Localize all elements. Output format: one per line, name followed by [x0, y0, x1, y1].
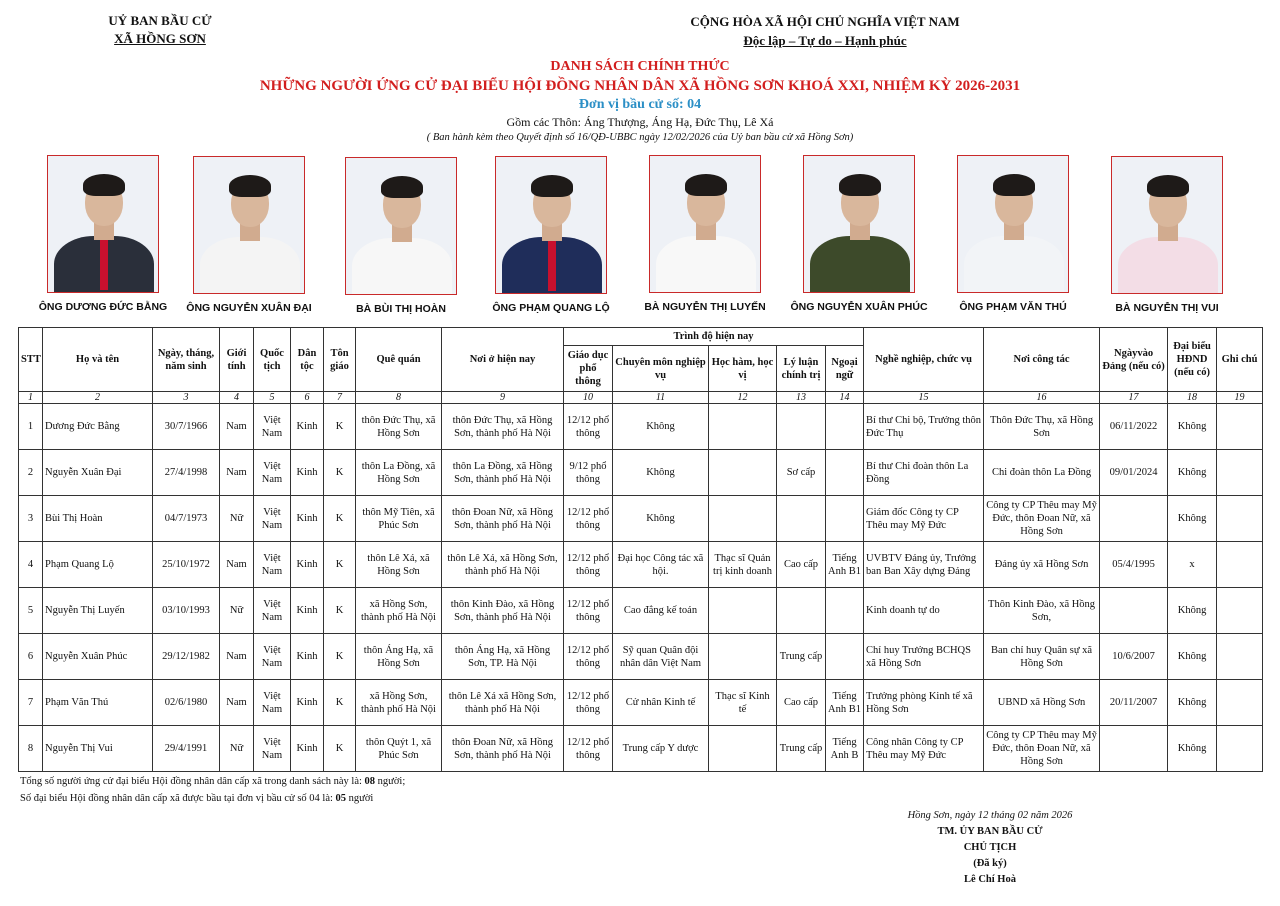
country-name: CỘNG HÒA XÃ HỘI CHỦ NGHĨA VIỆT NAM — [690, 14, 960, 29]
cell-residence: thôn Áng Hạ, xã Hồng Sơn, TP. Hà Nội — [442, 634, 564, 680]
national-motto — [560, 12, 1090, 50]
cell-language — [826, 588, 864, 634]
col-party-date: Ngàyvào Đảng (nếu có) — [1100, 328, 1168, 392]
cell-stt: 1 — [19, 404, 43, 450]
cell-degree: Thạc sĩ Quản trị kinh doanh — [709, 542, 777, 588]
cell-residence: thôn Kinh Đào, xã Hồng Sơn, thành phố Hà Nội — [442, 588, 564, 634]
cell-stt: 8 — [19, 726, 43, 772]
col-education-group: Trình độ hiện nay — [564, 328, 864, 346]
cell-nationality: Việt Nam — [254, 588, 291, 634]
cell-hdnd: Không — [1168, 496, 1217, 542]
cell-name: Nguyễn Thị Vui — [43, 726, 153, 772]
cell-stt: 3 — [19, 496, 43, 542]
table-row — [19, 680, 1263, 726]
issuer-line1: UỶ BAN BẦU CỬ — [108, 13, 212, 28]
seats-count — [20, 793, 373, 804]
cell-hdnd: Không — [1168, 634, 1217, 680]
issuer-line2: XÃ HỒNG SƠN — [114, 31, 206, 46]
cell-religion: K — [324, 634, 356, 680]
column-number: 11 — [613, 392, 709, 404]
cell-specialty: Sỹ quan Quân đội nhân dân Việt Nam — [613, 634, 709, 680]
cell-hdnd: Không — [1168, 726, 1217, 772]
cell-occupation: UVBTV Đảng ủy, Trưởng ban Ban Xây dựng Đảng — [864, 542, 984, 588]
cell-ethnicity: Kinh — [291, 542, 324, 588]
column-number: 17 — [1100, 392, 1168, 404]
cell-party-date — [1100, 588, 1168, 634]
cell-party-date: 09/01/2024 — [1100, 450, 1168, 496]
document-title — [0, 58, 1280, 145]
col-hdnd: Đại biểu HĐND (nếu có) — [1168, 328, 1217, 392]
cell-hdnd: Không — [1168, 450, 1217, 496]
col-stt: STT — [19, 328, 43, 392]
cell-workplace: Ban chỉ huy Quân sự xã Hồng Sơn — [984, 634, 1100, 680]
candidate-caption: ÔNG PHẠM QUANG LỘ — [492, 302, 610, 314]
cell-degree — [709, 496, 777, 542]
cell-note — [1217, 404, 1263, 450]
column-number: 14 — [826, 392, 864, 404]
cell-religion: K — [324, 680, 356, 726]
total-value: 08 — [364, 776, 376, 787]
candidate-card — [938, 155, 1088, 313]
cell-hometown: xã Hồng Sơn, thành phố Hà Nội — [356, 680, 442, 726]
cell-nationality: Việt Nam — [254, 542, 291, 588]
cell-dob: 30/7/1966 — [153, 404, 220, 450]
sign-org: TM. ỦY BAN BẦU CỬ — [937, 826, 1043, 837]
cell-religion: K — [324, 588, 356, 634]
cell-party-date: 20/11/2007 — [1100, 680, 1168, 726]
cell-gender: Nữ — [220, 588, 254, 634]
candidate-caption: BÀ BÙI THỊ HOÀN — [356, 303, 446, 315]
cell-political — [777, 588, 826, 634]
cell-stt: 7 — [19, 680, 43, 726]
candidate-card — [1092, 156, 1242, 314]
cell-gender: Nam — [220, 680, 254, 726]
cell-nationality: Việt Nam — [254, 726, 291, 772]
cell-dob: 25/10/1972 — [153, 542, 220, 588]
col-ethnicity: Dân tộc — [291, 328, 324, 392]
cell-stt: 5 — [19, 588, 43, 634]
col-note: Ghi chú — [1217, 328, 1263, 392]
sign-signed: (Đã ký) — [973, 858, 1007, 869]
candidate-photo — [345, 157, 457, 295]
cell-stt: 6 — [19, 634, 43, 680]
cell-note — [1217, 726, 1263, 772]
candidate-photo — [495, 156, 607, 294]
total-candidates — [20, 776, 405, 787]
cell-political: Sơ cấp — [777, 450, 826, 496]
cell-dob: 27/4/1998 — [153, 450, 220, 496]
table-row — [19, 496, 1263, 542]
cell-political: Cao cấp — [777, 680, 826, 726]
cell-hometown: xã Hồng Sơn, thành phố Hà Nội — [356, 588, 442, 634]
candidate-photo — [1111, 156, 1223, 294]
cell-language — [826, 404, 864, 450]
candidate-photo — [193, 156, 305, 294]
candidate-photo — [803, 155, 915, 293]
column-number: 9 — [442, 392, 564, 404]
cell-language — [826, 496, 864, 542]
cell-name: Nguyễn Xuân Phúc — [43, 634, 153, 680]
column-number: 4 — [220, 392, 254, 404]
candidate-card — [630, 155, 780, 313]
table-row — [19, 542, 1263, 588]
column-number: 1 — [19, 392, 43, 404]
col-general-edu: Giáo dục phổ thông — [564, 346, 613, 392]
cell-language: Tiếng Anh B1 — [826, 542, 864, 588]
total-suffix: người; — [377, 776, 406, 787]
cell-general-edu: 12/12 phổ thông — [564, 542, 613, 588]
cell-hdnd: Không — [1168, 588, 1217, 634]
col-residence: Nơi ở hiện nay — [442, 328, 564, 392]
seats-prefix: Số đại biểu Hội đồng nhân dân cấp xã được bầu tại đơn vị bầu cử số 04 là: — [20, 793, 333, 804]
cell-party-date: 10/6/2007 — [1100, 634, 1168, 680]
col-political: Lý luận chính trị — [777, 346, 826, 392]
col-name: Họ và tên — [43, 328, 153, 392]
cell-religion: K — [324, 496, 356, 542]
column-number: 8 — [356, 392, 442, 404]
cell-general-edu: 12/12 phổ thông — [564, 404, 613, 450]
column-number-row — [19, 392, 1263, 404]
cell-religion: K — [324, 726, 356, 772]
cell-political — [777, 496, 826, 542]
candidate-card — [784, 155, 934, 313]
cell-occupation: Công nhân Công ty CP Thêu may Mỹ Đức — [864, 726, 984, 772]
cell-ethnicity: Kinh — [291, 450, 324, 496]
cell-workplace: Đảng ủy xã Hồng Sơn — [984, 542, 1100, 588]
cell-religion: K — [324, 542, 356, 588]
cell-degree — [709, 726, 777, 772]
table-row — [19, 588, 1263, 634]
cell-religion: K — [324, 404, 356, 450]
sign-name: Lê Chí Hoà — [964, 874, 1016, 885]
cell-ethnicity: Kinh — [291, 726, 324, 772]
candidate-caption: BÀ NGUYỄN THỊ VUI — [1115, 302, 1219, 314]
cell-nationality: Việt Nam — [254, 496, 291, 542]
cell-dob: 29/12/1982 — [153, 634, 220, 680]
motto: Độc lập – Tự do – Hạnh phúc — [743, 33, 907, 48]
cell-general-edu: 12/12 phổ thông — [564, 496, 613, 542]
candidate-card — [476, 156, 626, 314]
cell-gender: Nam — [220, 634, 254, 680]
cell-specialty: Không — [613, 496, 709, 542]
cell-workplace: Thôn Kinh Đào, xã Hồng Sơn, — [984, 588, 1100, 634]
cell-language: Tiếng Anh B — [826, 726, 864, 772]
decision-note: ( Ban hành kèm theo Quyết định số 16/QĐ-UBBC ngày 12/02/2026 của Uỷ ban bầu cử xã Hồng Sơn) — [426, 132, 854, 143]
cell-stt: 2 — [19, 450, 43, 496]
column-number: 3 — [153, 392, 220, 404]
cell-specialty: Cử nhân Kinh tế — [613, 680, 709, 726]
col-dob: Ngày, tháng, năm sinh — [153, 328, 220, 392]
cell-workplace: Thôn Đức Thụ, xã Hồng Sơn — [984, 404, 1100, 450]
col-language: Ngoại ngữ — [826, 346, 864, 392]
cell-degree — [709, 588, 777, 634]
cell-party-date: 06/11/2022 — [1100, 404, 1168, 450]
col-religion: Tôn giáo — [324, 328, 356, 392]
candidate-caption: ÔNG DƯƠNG ĐỨC BẰNG — [38, 301, 168, 313]
cell-residence: thôn Đoan Nữ, xã Hồng Sơn, thành phố Hà Nội — [442, 496, 564, 542]
candidate-caption: ÔNG NGUYỄN XUÂN ĐẠI — [186, 302, 312, 314]
sign-date: Hồng Sơn, ngày 12 tháng 02 năm 2026 — [907, 810, 1073, 821]
table-row — [19, 404, 1263, 450]
cell-specialty: Trung cấp Y dược — [613, 726, 709, 772]
column-number: 19 — [1217, 392, 1263, 404]
col-workplace: Nơi công tác — [984, 328, 1100, 392]
cell-degree — [709, 634, 777, 680]
cell-language: Tiếng Anh B1 — [826, 680, 864, 726]
cell-specialty: Không — [613, 450, 709, 496]
cell-language — [826, 634, 864, 680]
cell-ethnicity: Kinh — [291, 496, 324, 542]
column-number: 2 — [43, 392, 153, 404]
seats-value: 05 — [335, 793, 347, 804]
cell-degree — [709, 450, 777, 496]
cell-party-date — [1100, 726, 1168, 772]
cell-gender: Nữ — [220, 726, 254, 772]
cell-general-edu: 9/12 phổ thông — [564, 450, 613, 496]
cell-occupation: Trưởng phòng Kinh tế xã Hồng Sơn — [864, 680, 984, 726]
cell-note — [1217, 542, 1263, 588]
cell-political: Trung cấp — [777, 726, 826, 772]
cell-name: Bùi Thị Hoàn — [43, 496, 153, 542]
cell-dob: 03/10/1993 — [153, 588, 220, 634]
cell-gender: Nam — [220, 450, 254, 496]
cell-hometown: thôn Mỹ Tiên, xã Phúc Sơn — [356, 496, 442, 542]
column-number: 13 — [777, 392, 826, 404]
cell-language — [826, 450, 864, 496]
cell-note — [1217, 450, 1263, 496]
cell-hometown: thôn Quýt 1, xã Phúc Sơn — [356, 726, 442, 772]
table-row — [19, 450, 1263, 496]
issuer-header — [60, 12, 260, 48]
candidate-card — [174, 156, 324, 314]
column-number: 16 — [984, 392, 1100, 404]
cell-occupation: Bí thư Chi đoàn thôn La Đồng — [864, 450, 984, 496]
cell-dob: 29/4/1991 — [153, 726, 220, 772]
column-number: 12 — [709, 392, 777, 404]
candidate-photo — [957, 155, 1069, 293]
cell-party-date: 05/4/1995 — [1100, 542, 1168, 588]
seats-suffix: người — [348, 793, 374, 804]
cell-ethnicity: Kinh — [291, 404, 324, 450]
cell-note — [1217, 634, 1263, 680]
candidate-caption: BÀ NGUYỄN THỊ LUYẾN — [644, 301, 766, 313]
cell-workplace: Chi đoàn thôn La Đồng — [984, 450, 1100, 496]
cell-nationality: Việt Nam — [254, 680, 291, 726]
cell-hometown: thôn La Đồng, xã Hồng Sơn — [356, 450, 442, 496]
cell-ethnicity: Kinh — [291, 588, 324, 634]
cell-political — [777, 404, 826, 450]
cell-hdnd: x — [1168, 542, 1217, 588]
cell-hometown: thôn Áng Hạ, xã Hồng Sơn — [356, 634, 442, 680]
cell-occupation: Giám đốc Công ty CP Thêu may Mỹ Đức — [864, 496, 984, 542]
col-nationality: Quốc tịch — [254, 328, 291, 392]
cell-occupation: Chỉ huy Trưởng BCHQS xã Hồng Sơn — [864, 634, 984, 680]
cell-dob: 04/7/1973 — [153, 496, 220, 542]
cell-stt: 4 — [19, 542, 43, 588]
cell-note — [1217, 496, 1263, 542]
cell-residence: thôn Đoan Nữ, xã Hồng Sơn, thành phố Hà Nội — [442, 726, 564, 772]
cell-gender: Nam — [220, 542, 254, 588]
candidate-caption: ÔNG PHẠM VĂN THÚ — [959, 301, 1067, 313]
column-number: 7 — [324, 392, 356, 404]
column-number: 15 — [864, 392, 984, 404]
cell-general-edu: 12/12 phổ thông — [564, 680, 613, 726]
cell-name: Nguyễn Xuân Đại — [43, 450, 153, 496]
cell-degree: Thạc sĩ Kinh tế — [709, 680, 777, 726]
cell-name: Nguyễn Thị Luyến — [43, 588, 153, 634]
candidate-card — [326, 157, 476, 315]
cell-gender: Nam — [220, 404, 254, 450]
column-number: 5 — [254, 392, 291, 404]
cell-ethnicity: Kinh — [291, 634, 324, 680]
col-degree: Học hàm, học vị — [709, 346, 777, 392]
cell-hometown: thôn Đức Thụ, xã Hồng Sơn — [356, 404, 442, 450]
table-row — [19, 726, 1263, 772]
cell-specialty: Cao đẳng kế toán — [613, 588, 709, 634]
cell-workplace: Công ty CP Thêu may Mỹ Đức, thôn Đoan Nữ, xã Hồng Sơn — [984, 496, 1100, 542]
col-hometown: Quê quán — [356, 328, 442, 392]
villages: Gồm các Thôn: Áng Thượng, Áng Hạ, Đức Thụ, Lê Xá — [506, 115, 774, 129]
cell-nationality: Việt Nam — [254, 404, 291, 450]
sign-role: CHỦ TỊCH — [963, 842, 1017, 853]
cell-religion: K — [324, 450, 356, 496]
column-number: 6 — [291, 392, 324, 404]
cell-hdnd: Không — [1168, 404, 1217, 450]
cell-gender: Nữ — [220, 496, 254, 542]
cell-note — [1217, 680, 1263, 726]
candidate-photo — [47, 155, 159, 293]
cell-nationality: Việt Nam — [254, 450, 291, 496]
cell-workplace: Công ty CP Thêu may Mỹ Đức, thôn Đoan Nữ, xã Hồng Sơn — [984, 726, 1100, 772]
column-number: 10 — [564, 392, 613, 404]
cell-workplace: UBND xã Hồng Sơn — [984, 680, 1100, 726]
candidate-photos — [0, 155, 1280, 320]
cell-occupation: Bí thư Chi bộ, Trưởng thôn Đức Thụ — [864, 404, 984, 450]
cell-general-edu: 12/12 phổ thông — [564, 726, 613, 772]
cell-name: Phạm Quang Lộ — [43, 542, 153, 588]
cell-occupation: Kinh doanh tự do — [864, 588, 984, 634]
cell-party-date — [1100, 496, 1168, 542]
table-row — [19, 634, 1263, 680]
electoral-unit: Đơn vị bầu cử số: 04 — [578, 97, 702, 112]
cell-residence: thôn Lê Xá, xã Hồng Sơn, thành phố Hà Nội — [442, 542, 564, 588]
title-line2: NHỮNG NGƯỜI ỨNG CỬ ĐẠI BIỂU HỘI ĐỒNG NHÂN DÂN XÃ HỒNG SƠN KHOÁ XXI, NHIỆM KỲ 2026-2031 — [259, 78, 1021, 94]
candidate-photo — [649, 155, 761, 293]
cell-name: Dương Đức Bằng — [43, 404, 153, 450]
candidate-table — [18, 327, 1263, 772]
cell-dob: 02/6/1980 — [153, 680, 220, 726]
cell-residence: thôn La Đồng, xã Hồng Sơn, thành phố Hà Nội — [442, 450, 564, 496]
cell-political: Cao cấp — [777, 542, 826, 588]
cell-general-edu: 12/12 phổ thông — [564, 634, 613, 680]
cell-hdnd: Không — [1168, 680, 1217, 726]
signature-block — [880, 808, 1100, 888]
col-occupation: Nghề nghiệp, chức vụ — [864, 328, 984, 392]
cell-hometown: thôn Lê Xá, xã Hồng Sơn — [356, 542, 442, 588]
col-gender: Giới tính — [220, 328, 254, 392]
cell-specialty: Không — [613, 404, 709, 450]
cell-ethnicity: Kinh — [291, 680, 324, 726]
col-specialty: Chuyên môn nghiệp vụ — [613, 346, 709, 392]
cell-general-edu: 12/12 phổ thông — [564, 588, 613, 634]
candidate-card — [28, 155, 178, 313]
cell-note — [1217, 588, 1263, 634]
cell-residence: thôn Đức Thụ, xã Hồng Sơn, thành phố Hà Nội — [442, 404, 564, 450]
cell-specialty: Đại học Công tác xã hội. — [613, 542, 709, 588]
cell-degree — [709, 404, 777, 450]
candidate-caption: ÔNG NGUYỄN XUÂN PHÚC — [790, 301, 928, 313]
cell-nationality: Việt Nam — [254, 634, 291, 680]
total-prefix: Tổng số người ứng cử đại biểu Hội đồng nhân dân cấp xã trong danh sách này là: — [20, 776, 362, 787]
cell-name: Phạm Văn Thú — [43, 680, 153, 726]
title-line1: DANH SÁCH CHÍNH THỨC — [550, 59, 730, 74]
cell-political: Trung cấp — [777, 634, 826, 680]
column-number: 18 — [1168, 392, 1217, 404]
cell-residence: thôn Lê Xá xã Hồng Sơn, thành phố Hà Nội — [442, 680, 564, 726]
